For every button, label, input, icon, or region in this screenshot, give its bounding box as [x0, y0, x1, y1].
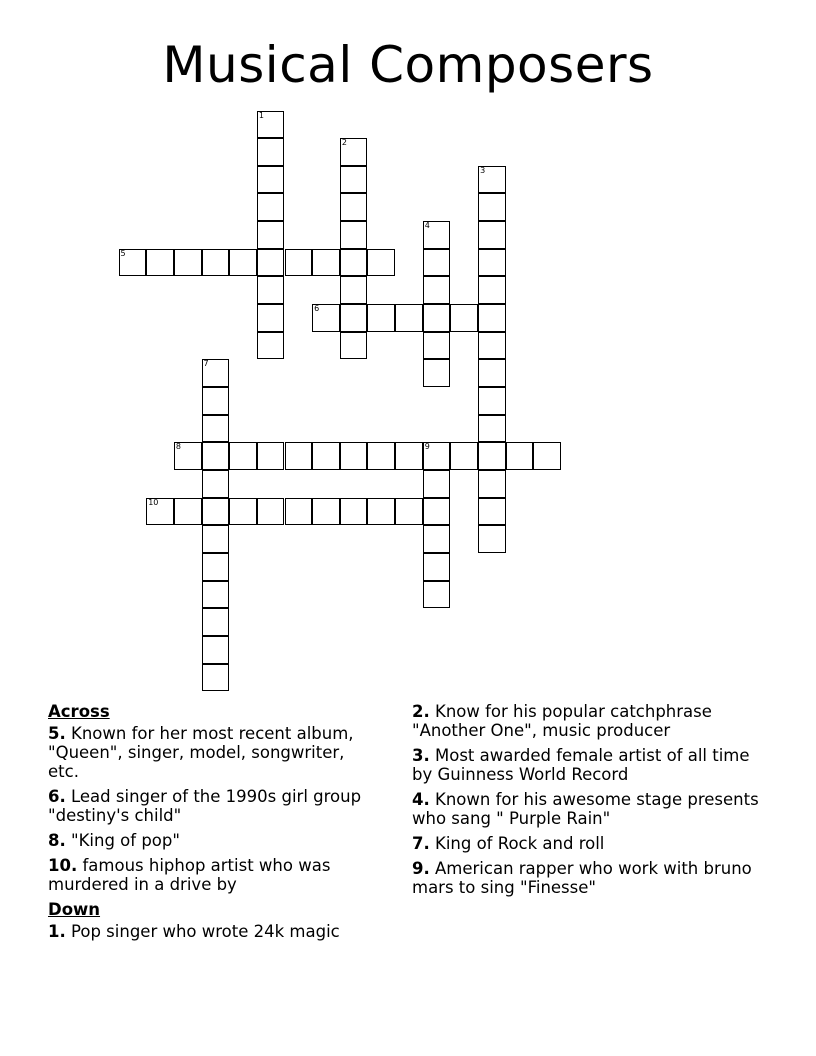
grid-cell[interactable] — [312, 304, 340, 332]
clue-across-6 — [48, 787, 378, 825]
page-title: Musical Composers — [162, 36, 654, 94]
grid-cell[interactable] — [174, 498, 202, 526]
grid-cell[interactable] — [229, 498, 257, 526]
cell-number: 6 — [314, 304, 320, 314]
clue-number: 6. — [48, 787, 66, 806]
grid-cell[interactable] — [257, 498, 285, 526]
grid-cell[interactable] — [202, 608, 230, 636]
grid-cell[interactable] — [340, 498, 368, 526]
cell-number: 7 — [203, 359, 209, 369]
cell-number: 8 — [175, 442, 181, 452]
clue-number: 9. — [412, 859, 430, 878]
grid-cell[interactable] — [257, 249, 285, 277]
grid-cell[interactable] — [395, 304, 423, 332]
grid-cell[interactable] — [478, 221, 506, 249]
down-heading: Down — [48, 900, 101, 919]
grid-cell[interactable] — [257, 442, 285, 470]
clue-down-7 — [412, 834, 772, 853]
grid-cell[interactable] — [146, 249, 174, 277]
clue-number: 3. — [412, 746, 430, 765]
clue-text: famous hiphop artist who was murdered in a drive by — [48, 856, 331, 894]
grid-cell[interactable] — [395, 498, 423, 526]
clue-number: 1. — [48, 922, 66, 941]
clue-down-2 — [412, 702, 772, 740]
clue-across-5 — [48, 724, 378, 781]
grid-cell[interactable] — [202, 636, 230, 664]
grid-cell[interactable] — [423, 498, 451, 526]
grid-cell[interactable] — [202, 525, 230, 553]
grid-cell[interactable] — [423, 249, 451, 277]
grid-cell[interactable] — [257, 276, 285, 304]
grid-cell[interactable] — [257, 166, 285, 194]
grid-cell[interactable] — [478, 304, 506, 332]
grid-cell[interactable] — [257, 193, 285, 221]
grid-cell[interactable] — [423, 332, 451, 360]
grid-cell[interactable] — [340, 221, 368, 249]
clue-number: 4. — [412, 790, 430, 809]
grid-cell[interactable] — [340, 166, 368, 194]
grid-cell[interactable] — [340, 332, 368, 360]
grid-cell[interactable] — [202, 581, 230, 609]
grid-cell[interactable] — [367, 498, 395, 526]
grid-cell[interactable] — [423, 525, 451, 553]
grid-cell[interactable] — [202, 442, 230, 470]
grid-cell[interactable] — [340, 276, 368, 304]
grid-cell[interactable] — [423, 276, 451, 304]
grid-cell[interactable] — [367, 249, 395, 277]
grid-cell[interactable] — [423, 442, 451, 470]
grid-cell[interactable] — [202, 553, 230, 581]
grid-cell[interactable] — [202, 664, 230, 692]
clue-down-4 — [412, 790, 772, 828]
grid-cell[interactable] — [478, 470, 506, 498]
clue-across-8 — [48, 831, 378, 850]
grid-cell[interactable] — [423, 553, 451, 581]
grid-cell[interactable] — [340, 249, 368, 277]
grid-cell[interactable] — [340, 442, 368, 470]
grid-cell[interactable] — [478, 249, 506, 277]
grid-cell[interactable] — [257, 138, 285, 166]
grid-cell[interactable] — [395, 442, 423, 470]
grid-cell[interactable] — [285, 442, 313, 470]
grid-cell[interactable] — [202, 498, 230, 526]
grid-cell[interactable] — [257, 111, 285, 139]
grid-cell[interactable] — [257, 221, 285, 249]
cell-number: 10 — [148, 497, 159, 507]
grid-cell[interactable] — [478, 525, 506, 553]
grid-cell[interactable] — [202, 387, 230, 415]
clue-number: 7. — [412, 834, 430, 853]
clues-right-column — [412, 702, 772, 903]
grid-cell[interactable] — [506, 442, 534, 470]
grid-cell[interactable] — [478, 193, 506, 221]
clue-text: Known for his awesome stage presents who sang " Purple Rain" — [412, 790, 759, 828]
clue-text: "King of pop" — [71, 831, 180, 850]
grid-cell[interactable] — [478, 359, 506, 387]
grid-cell[interactable] — [146, 498, 174, 526]
grid-cell[interactable] — [202, 249, 230, 277]
clue-text: Lead singer of the 1990s girl group "destiny's child" — [48, 787, 362, 825]
grid-cell[interactable] — [174, 249, 202, 277]
grid-cell[interactable] — [423, 221, 451, 249]
clue-across-10 — [48, 856, 378, 894]
clue-number: 10. — [48, 856, 78, 875]
grid-cell[interactable] — [229, 249, 257, 277]
clue-number: 2. — [412, 702, 430, 721]
grid-cell[interactable] — [533, 442, 561, 470]
grid-cell[interactable] — [367, 304, 395, 332]
grid-cell[interactable] — [478, 442, 506, 470]
grid-cell[interactable] — [312, 498, 340, 526]
grid-cell[interactable] — [423, 581, 451, 609]
grid-cell[interactable] — [423, 304, 451, 332]
clue-down-1 — [48, 922, 378, 941]
cell-number: 2 — [341, 138, 347, 148]
grid-cell[interactable] — [257, 304, 285, 332]
cell-number: 3 — [480, 165, 486, 175]
grid-cell[interactable] — [285, 249, 313, 277]
grid-cell[interactable] — [478, 498, 506, 526]
grid-cell[interactable] — [257, 332, 285, 360]
clue-number: 8. — [48, 831, 66, 850]
clue-text: American rapper who work with bruno mars to sing "Finesse" — [412, 859, 752, 897]
grid-cell[interactable] — [478, 387, 506, 415]
clue-down-9 — [412, 859, 772, 897]
cell-number: 5 — [120, 248, 126, 258]
grid-cell[interactable] — [340, 138, 368, 166]
grid-cell[interactable] — [340, 304, 368, 332]
grid-cell[interactable] — [229, 442, 257, 470]
grid-cell[interactable] — [478, 166, 506, 194]
grid-cell[interactable] — [202, 470, 230, 498]
grid-cell[interactable] — [423, 359, 451, 387]
across-heading: Across — [48, 702, 110, 721]
clue-down-3 — [412, 746, 772, 784]
clue-text: King of Rock and roll — [435, 834, 605, 853]
grid-cell[interactable] — [202, 359, 230, 387]
grid-cell[interactable] — [450, 442, 478, 470]
clue-text: Known for her most recent album, "Queen", singer, model, songwriter, etc. — [48, 724, 354, 781]
grid-cell[interactable] — [202, 415, 230, 443]
clue-text: Pop singer who wrote 24k magic — [71, 922, 340, 941]
grid-cell[interactable] — [285, 498, 313, 526]
grid-cell[interactable] — [423, 470, 451, 498]
grid-cell[interactable] — [312, 249, 340, 277]
clue-text: Most awarded female artist of all time by Guinness World Record — [412, 746, 750, 784]
grid-cell[interactable] — [478, 415, 506, 443]
cell-number: 1 — [258, 110, 264, 120]
grid-cell[interactable] — [312, 442, 340, 470]
grid-cell[interactable] — [340, 193, 368, 221]
clue-number: 5. — [48, 724, 66, 743]
grid-cell[interactable] — [478, 276, 506, 304]
clues-left-column — [48, 702, 378, 947]
cell-number: 9 — [424, 442, 430, 452]
grid-cell[interactable] — [367, 442, 395, 470]
grid-cell[interactable] — [174, 442, 202, 470]
grid-cell[interactable] — [119, 249, 147, 277]
cell-number: 4 — [424, 221, 430, 231]
clue-text: Know for his popular catchphrase "Another One", music producer — [412, 702, 712, 740]
grid-cell[interactable] — [450, 304, 478, 332]
grid-cell[interactable] — [478, 332, 506, 360]
